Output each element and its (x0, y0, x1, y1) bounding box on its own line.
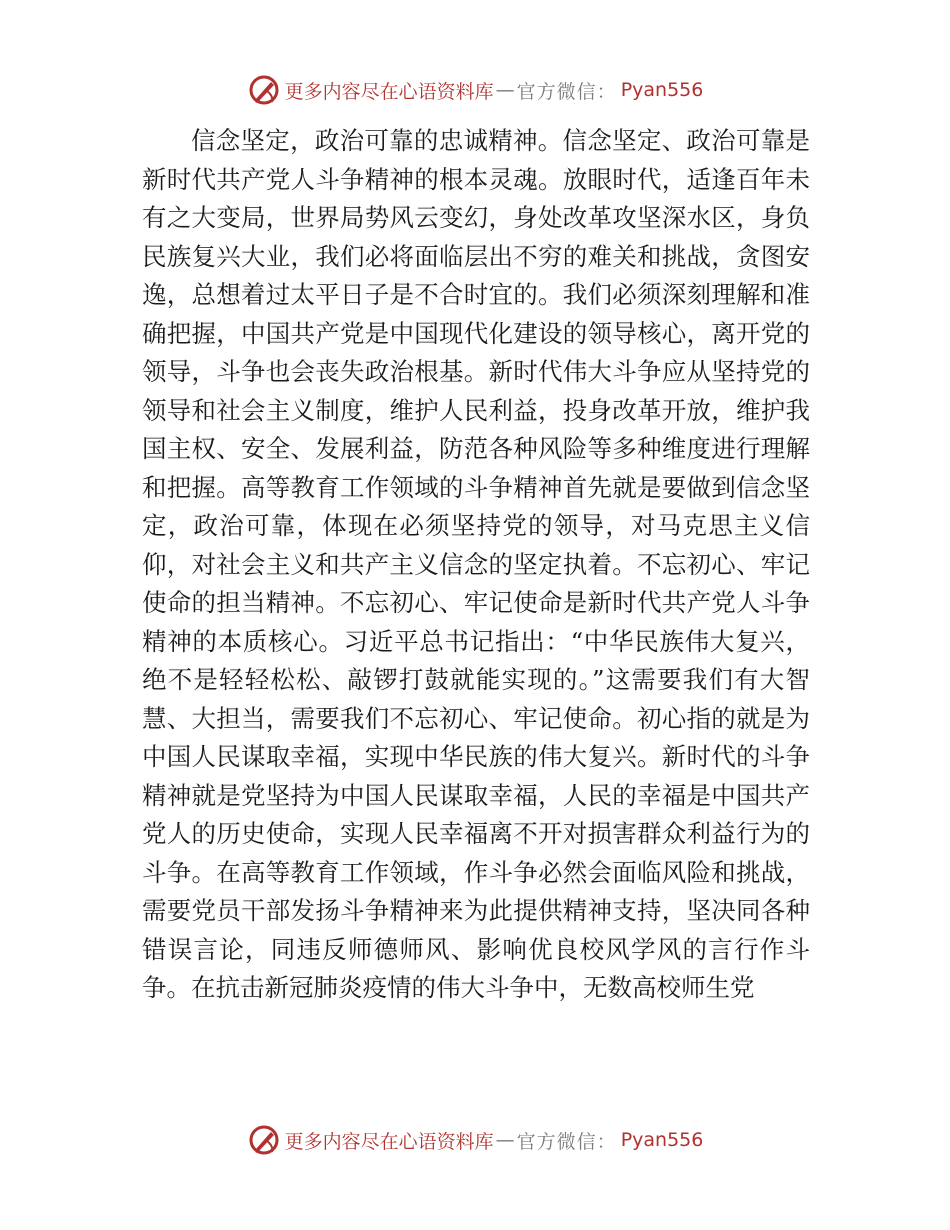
pen-circle-logo-icon (247, 73, 281, 107)
footer-banner-separator: — (495, 1129, 515, 1151)
body-paragraph: 信念坚定，政治可靠的忠诚精神。信念坚定、政治可靠是新时代共产党人斗争精神的根本灵魂。放眼时代，适逢百年未有之大变局，世界局势风云变幻，身处改革攻坚深水区，身负民族复兴大业，我们必将面临层出不穷的难关和挑战，贪图安逸，总想着过太平日子是不合时宜的。我们必须深刻理解和准确把握，中国共产党是中国现代化建设的领导核心，离开党的领导，斗争也会丧失政治根基。新时代伟大斗争应从坚持党的领导和社会主义制度，维护人民利益，投身改革开放，维护我国主权、安全、发展利益，防范各种风险等多种维度进行理解和把握。高等教育工作领域的斗争精神首先就是要做到信念坚定，政治可靠，体现在必须坚持党的领导，对马克思主义信仰，对社会主义和共产主义信念的坚定执着。不忘初心、牢记使命的担当精神。不忘初心、牢记使命是新时代共产党人斗争精神的本质核心。习近平总书记指出：“中华民族伟大复兴，绝不是轻轻松松、敲锣打鼓就能实现的。”这需要我们有大智慧、大担当，需要我们不忘初心、牢记使命。初心指的就是为中国人民谋取幸福，实现中华民族的伟大复兴。新时代的斗争精神就是党坚持为中国人民谋取幸福，人民的幸福是中国共产党人的历史使命，实现人民幸福离不开对损害群众利益行为的斗争。在高等教育工作领域，作斗争必然会面临风险和挑战，需要党员干部发扬斗争精神来为此提供精神支持，坚决同各种错误言论，同违反师德师风、影响优良校风学风的言行作斗争。在抗击新冠肺炎疫情的伟大斗争中，无数高校师生党 (142, 126, 810, 1002)
header-wechat-label: 官方微信： (516, 80, 617, 103)
footer-banner (0, 1122, 950, 1158)
header-banner-separator: — (495, 79, 515, 101)
pen-circle-logo-icon (247, 1123, 281, 1157)
footer-wechat-label: 官方微信： (516, 1130, 617, 1153)
footer-wechat-id: Pyan556 (620, 1129, 704, 1151)
header-wechat-id: Pyan556 (620, 79, 704, 101)
header-banner-text: 更多内容尽在心语资料库 (284, 80, 494, 103)
footer-banner-text: 更多内容尽在心语资料库 (284, 1130, 494, 1153)
header-banner (0, 72, 950, 108)
